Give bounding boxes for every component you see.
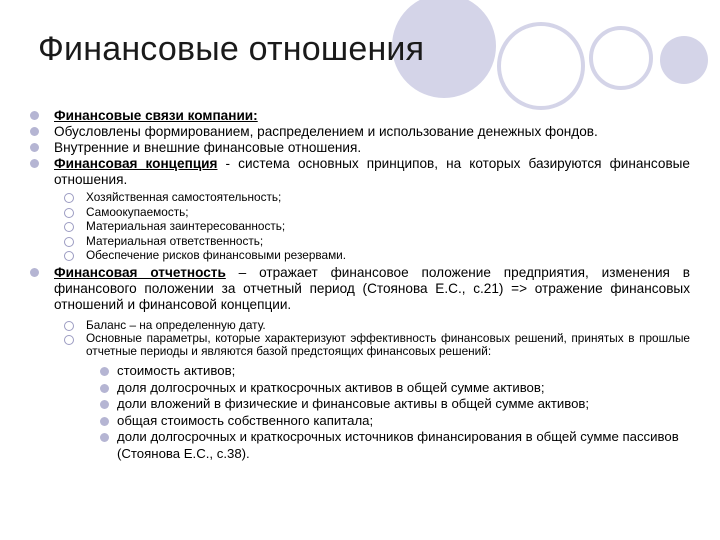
bullet-item [30, 108, 690, 124]
slide-title: Финансовые отношения [38, 30, 425, 68]
parameter-item [30, 396, 690, 413]
bullet-icon [30, 268, 39, 277]
sub-bullet-icon [64, 335, 74, 345]
bullet-icon [100, 367, 109, 376]
bullet-item [30, 140, 690, 156]
decorative-circle [660, 36, 708, 84]
bullet-item [30, 265, 690, 313]
bullet-text: Внутренние и внешние финансовые отношения. [54, 140, 362, 155]
parameter-item [30, 413, 690, 430]
sub-bullet-text: Материальная ответственность; [86, 233, 264, 248]
sub-bullet-item [30, 318, 690, 333]
sub-bullet-text: Основные параметры, которые характеризуют эффективность финансовых решений, принятых в прошлые отчетные периоды и являются базой предстоящих финансовых решений: [86, 331, 690, 358]
decorative-ring [589, 26, 653, 90]
parameter-text: доли вложений в физические и финансовые активы в общей сумме активов; [117, 396, 590, 411]
bullet-icon [100, 417, 109, 426]
bullet-text: - система основных принципов, на которых базируются финансовые отношения. [54, 156, 690, 187]
sub-bullet-icon [64, 237, 74, 247]
sub-bullet-icon [64, 321, 74, 331]
bullet-icon [30, 111, 39, 120]
bullet-item [30, 156, 690, 188]
sub-bullet-icon [64, 222, 74, 232]
parameter-item [30, 429, 690, 462]
parameter-text: стоимость активов; [117, 363, 236, 378]
sub-bullet-icon [64, 251, 74, 261]
sub-bullet-item [30, 205, 690, 220]
sub-bullet-item [30, 332, 690, 358]
decorative-ring [497, 22, 585, 110]
bullet-icon [100, 433, 109, 442]
sub-bullet-text: Хозяйственная самостоятельность; [86, 190, 282, 204]
parameter-text: общая стоимость собственного капитала; [117, 412, 374, 428]
sub-bullet-text: Материальная заинтересованность; [86, 219, 286, 233]
parameter-item [30, 380, 690, 397]
sub-bullet-item [30, 248, 690, 263]
bullet-icon [30, 159, 39, 168]
bullet-term: Финансовая отчетность [54, 264, 226, 280]
sub-bullet-icon [64, 193, 74, 203]
bullet-icon [30, 143, 39, 152]
bullet-icon [30, 127, 39, 136]
bullet-text: – отражает финансовое положение предприятия, изменения в финансового положении за отчетный период (Стоянова Е.С., с.21) => отражение финансовых отношений и финансовой концепции. [54, 264, 690, 312]
bullet-term: Финансовая концепция [54, 156, 218, 171]
sub-bullet-text: Баланс – на определенную дату. [86, 317, 266, 332]
bullet-text: Финансовые связи компании: [54, 108, 258, 123]
bullet-icon [100, 384, 109, 393]
bullet-icon [100, 400, 109, 409]
sub-bullet-item [30, 234, 690, 249]
sub-bullet-icon [64, 208, 74, 218]
sub-bullet-text: Самоокупаемость; [86, 204, 189, 219]
bullet-text: Обусловлены формированием, распределением и использование денежных фондов. [54, 124, 598, 139]
parameter-text: доля долгосрочных и краткосрочных активов в общей сумме активов; [117, 379, 545, 395]
sub-bullet-text: Обеспечение рисков финансовыми резервами. [86, 248, 347, 262]
slide-content [30, 108, 690, 462]
sub-bullet-item [30, 219, 690, 234]
bullet-item [30, 124, 690, 140]
sub-bullet-item [30, 190, 690, 205]
parameter-item [30, 363, 690, 380]
parameter-text: доли долгосрочных и краткосрочных источников финансирования в общей сумме пассивов (Стоянова Е.С., с.38). [117, 429, 679, 461]
